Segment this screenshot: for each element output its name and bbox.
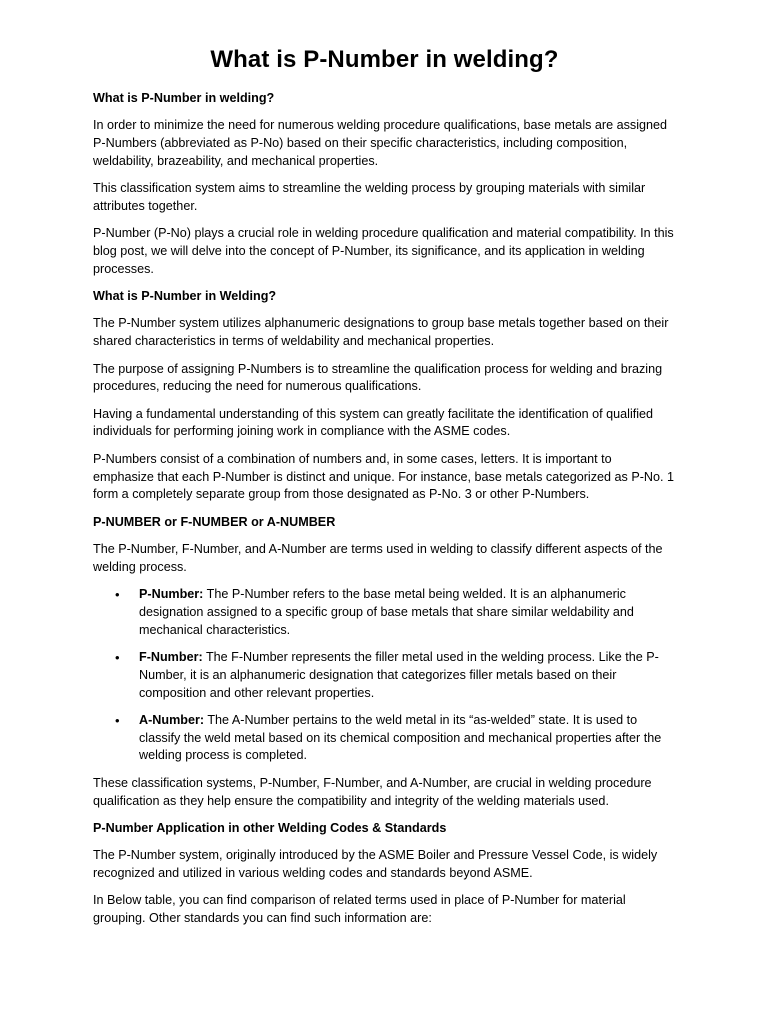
paragraph: The purpose of assigning P-Numbers is to streamline the qualification process for welding and brazing procedures, reducing the need for numerous qualifications. [93,361,663,394]
list-item-term: P-Number: [139,587,204,602]
list-item-text: The F-Number represents the filler metal used in the welding process. Like the P-Number, it is an alphanumeric designation that categorizes filler metals based on their composition and other relevant properties. [139,649,659,700]
paragraph: The P-Number system, originally introduced by the ASME Boiler and Pressure Vessel Code, is widely recognized and utilized in various welding codes and standards beyond ASME. [93,848,658,880]
list-item-p-number [139,586,676,639]
list-item-text: The P-Number refers to the base metal being welded. It is an alphanumeric designation assigned to a specific group of base metals that share similar weldability and mechanical characteristics. [139,587,634,637]
paragraph: This classification system aims to streamline the welding process by grouping materials with similar attributes together. [93,181,646,213]
list-item-term: A-Number: [139,712,205,727]
section-heading: What is P-Number in welding? [93,91,275,105]
paragraph: P-Number (P-No) plays a crucial role in welding procedure qualification and material compatibility. In this blog post, we will delve into the concept of P-Number, its significance, and its application in welding processes. [93,226,674,276]
paragraph: In Below table, you can find comparison of related terms used in place of P-Number for material grouping. Other standards you can find such information are: [93,893,626,925]
list-item-term: F-Number: [139,649,203,664]
definition-list [93,586,676,765]
article-body [93,90,676,928]
page-title: What is P-Number in welding? [210,46,559,73]
paragraph: The P-Number, F-Number, and A-Number are terms used in welding to classify different aspects of the welding process. [93,541,663,574]
paragraph: Having a fundamental understanding of this system can greatly facilitate the identification of qualified individuals for performing joining work in compliance with the ASME codes. [93,406,654,439]
paragraph: The P-Number system utilizes alphanumeric designations to group base metals together based on their shared characteristics in terms of weldability and mechanical properties. [93,316,669,349]
paragraph: In order to minimize the need for numerous welding procedure qualifications, base metals are assigned P-Numbers (abbreviated as P-No) based on their specific characteristics, including composition, weldability, brazeability, and mechanical properties. [93,118,668,168]
section-heading: What is P-Number in Welding? [93,289,277,304]
section-heading: P-Number Application in other Welding Codes & Standards [93,820,447,835]
list-item-a-number [139,712,676,765]
list-item-f-number [139,649,676,702]
paragraph: P-Numbers consist of a combination of numbers and, in some cases, letters. It is important to emphasize that each P-Number is distinct and unique. For instance, base metals categorized as P-No. 1 form a completely separate group from those designated as P-No. 3 or other P-Numbers. [93,451,675,502]
section-heading: P-NUMBER or F-NUMBER or A-NUMBER [93,514,336,529]
paragraph: These classification systems, P-Number, F-Number, and A-Number, are crucial in welding procedure qualification as they help ensure the compatibility and integrity of the welding materials used. [93,775,652,808]
list-item-text: The A-Number pertains to the weld metal in its “as-welded” state. It is used to classify the weld metal based on its chemical composition and mechanical properties after the welding process is completed. [139,712,662,763]
